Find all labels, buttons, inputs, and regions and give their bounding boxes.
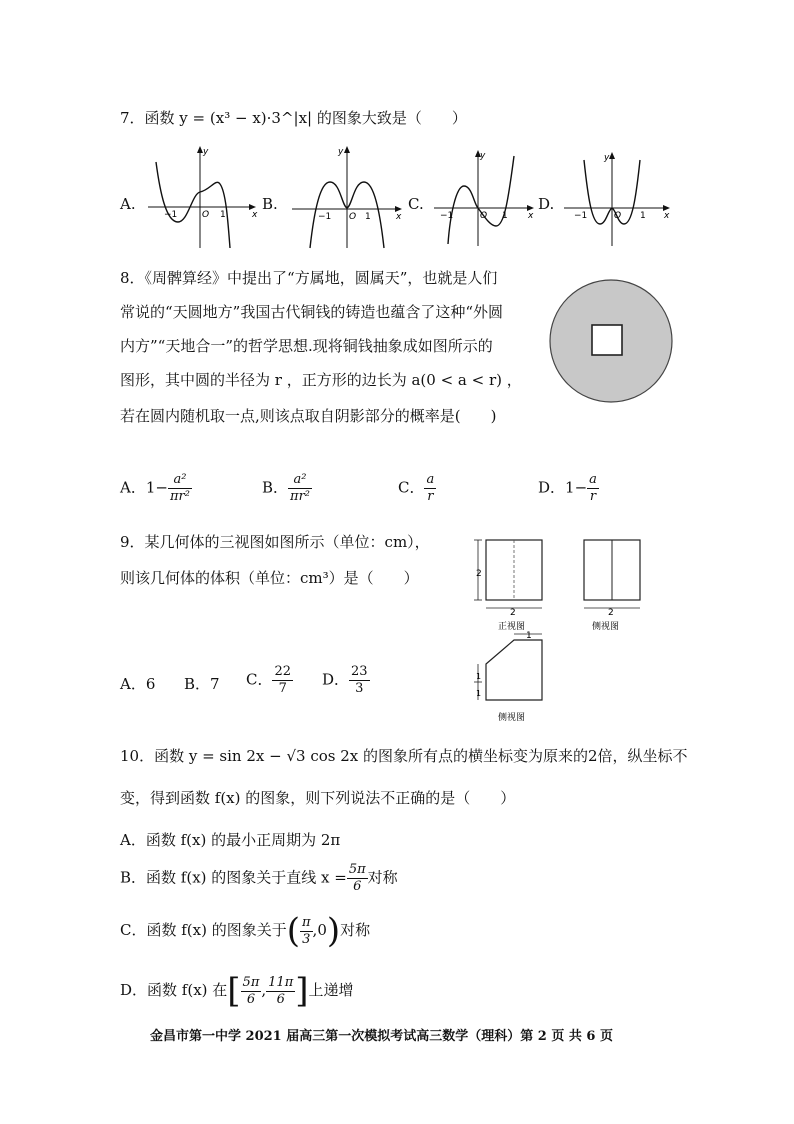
fraction-denominator: 6	[246, 991, 256, 1007]
fraction-denominator: 3	[302, 931, 311, 947]
fraction-numerator: a²	[288, 472, 312, 489]
side-view	[584, 540, 640, 632]
fraction-denominator: 7	[278, 681, 287, 696]
fraction-denominator: πr²	[169, 489, 190, 504]
option-fraction	[300, 915, 313, 948]
q10-line-1: 10．函数 y = sin 2x − √3 cos 2x 的图象所有点的横坐标变为原来的2倍，纵坐标不	[120, 747, 688, 765]
top-width-dim: 1	[526, 631, 532, 641]
tick-1: 1	[502, 211, 508, 221]
axis-y-label: y	[203, 147, 209, 157]
fraction-denominator: r	[589, 489, 597, 504]
option-label: B．	[262, 478, 289, 497]
fraction-numerator: a	[589, 472, 597, 487]
option-fraction-2	[266, 975, 295, 1008]
tick-neg1: −1	[318, 212, 332, 222]
axis-x-label: x	[664, 211, 670, 221]
option-text: C．函数 f(x) 的图象关于	[120, 921, 287, 939]
option-fraction	[349, 664, 370, 697]
side-view-label: 侧视图	[592, 622, 620, 632]
q8-option-a	[120, 472, 192, 505]
tick-neg1: −1	[440, 211, 454, 221]
option-text: B．函数 f(x) 的图象关于直线 x =	[120, 868, 347, 887]
axis-y-label: y	[480, 151, 486, 161]
top-height-dim-1: 1	[476, 672, 482, 681]
q8-line-5: 若在圆内随机取一点,则该点取自阴影部分的概率是( )	[120, 407, 497, 425]
q10-option-b	[120, 862, 398, 895]
q8-line-1: 8．《周髀算经》中提出了“方属地，圆属天”，也就是人们	[120, 269, 498, 287]
fraction-numerator: 5π	[348, 862, 366, 877]
option-prefix: 1−	[565, 478, 588, 497]
tick-1: 1	[365, 212, 371, 222]
comma: ,	[261, 981, 267, 999]
origin-label: O	[202, 210, 210, 220]
side-width-dim: 2	[608, 608, 614, 618]
origin-label: O	[614, 211, 622, 221]
tick-neg1: −1	[574, 211, 588, 221]
q7-option-b-label: B.	[262, 195, 278, 213]
q7-option-d-label: D.	[538, 195, 555, 213]
top-view-label: 侧视图	[498, 713, 526, 723]
origin-label: O	[480, 211, 488, 221]
option-text-end: 对称	[367, 868, 398, 887]
three-view-drawing	[468, 534, 668, 730]
q7-stem: 7．函数 y = (x³ − x)·3^|x| 的图象大致是（ ）	[120, 109, 467, 127]
fraction-numerator: a	[426, 472, 435, 487]
fraction-numerator: 5π	[242, 974, 260, 990]
q7-graph-c	[430, 146, 538, 250]
q7-graph-a	[144, 142, 260, 250]
q10-line-2: 变，得到函数 f(x) 的图象，则下列说法不正确的是（ ）	[120, 789, 516, 807]
q8-option-d	[538, 472, 599, 505]
top-height-dim-2: 1	[476, 689, 482, 698]
q7-graph-d	[560, 148, 674, 248]
page-footer: 金昌市第一中学 2021 届高三第一次模拟考试高三数学（理科）第 2 页 共 6 页	[150, 1029, 613, 1044]
q9-option-b: B．7	[184, 675, 220, 693]
front-width-dim: 2	[510, 608, 516, 618]
q10-option-d	[120, 971, 354, 1011]
option-fraction-1	[241, 975, 262, 1008]
option-prefix: 1−	[145, 478, 168, 497]
q8-line-2: 常说的“天圆地方”我国古代铜钱的铸造也蕴含了这种“外圆	[120, 303, 504, 321]
q9-option-d	[322, 664, 370, 697]
option-fraction	[168, 472, 192, 505]
option-label: C．	[398, 478, 425, 497]
option-text-mid: ,0	[312, 921, 327, 939]
coin-figure	[546, 276, 676, 406]
q8-option-b	[262, 472, 312, 505]
origin-label: O	[349, 212, 357, 222]
fraction-numerator: π	[302, 914, 311, 930]
close-paren: )	[326, 911, 341, 951]
axis-y-label: y	[604, 153, 610, 163]
q9-line-1: 9．某几何体的三视图如图所示（单位：cm），	[120, 533, 430, 551]
open-paren: (	[286, 911, 300, 951]
fraction-numerator: 22	[274, 664, 292, 679]
option-fraction	[424, 472, 436, 505]
option-text-end: 对称	[340, 921, 371, 939]
option-fraction	[288, 472, 312, 505]
fraction-denominator: πr²	[290, 489, 311, 504]
option-fraction	[587, 472, 599, 505]
fraction-numerator: 23	[351, 664, 368, 679]
tick-neg1: −1	[164, 210, 178, 220]
fraction-denominator: r	[427, 489, 434, 504]
option-label: D．	[538, 478, 566, 497]
option-text-end: 上递增	[308, 981, 354, 999]
option-label: A．	[120, 478, 146, 497]
fraction-numerator: 11π	[268, 974, 294, 990]
q10-option-c	[120, 911, 371, 951]
option-label: D．	[322, 670, 350, 689]
fraction-denominator: 6	[276, 991, 285, 1007]
fraction-denominator: 3	[355, 681, 364, 696]
q7-option-c-label: C.	[408, 195, 424, 213]
open-bracket: [	[227, 971, 241, 1011]
option-text: D．函数 f(x) 在	[120, 981, 228, 999]
fraction-denominator: 6	[353, 879, 362, 894]
option-label: C．	[246, 670, 273, 689]
q9-line-2: 则该几何体的体积（单位：cm³）是（ ）	[120, 569, 419, 587]
axis-x-label: x	[396, 212, 402, 222]
front-view	[474, 540, 542, 632]
tick-1: 1	[640, 211, 646, 221]
axis-y-label: y	[338, 147, 344, 157]
axis-x-label: x	[528, 211, 534, 221]
tick-1: 1	[220, 210, 226, 220]
q10-option-a: A．函数 f(x) 的最小正周期为 2π	[120, 831, 341, 849]
option-fraction	[272, 664, 293, 697]
q9-option-a: A．6	[120, 675, 156, 693]
q7-graph-b	[288, 142, 406, 250]
front-view-label: 正视图	[498, 622, 526, 632]
q8-line-3: 内方”“天地合一”的哲学思想.现将铜钱抽象成如图所示的	[120, 337, 493, 355]
q8-option-c	[398, 472, 436, 505]
option-fraction	[347, 862, 368, 895]
axis-x-label: x	[252, 210, 258, 220]
q8-line-4: 图形，其中圆的半径为 r ，正方形的边长为 a(0 < a < r) ，	[120, 371, 522, 389]
q9-option-c	[246, 664, 293, 697]
top-view	[474, 631, 542, 723]
close-bracket: ]	[295, 971, 309, 1011]
front-height-dim: 2	[476, 569, 482, 579]
q7-option-a-label: A.	[120, 195, 136, 213]
fraction-numerator: a²	[168, 472, 192, 489]
